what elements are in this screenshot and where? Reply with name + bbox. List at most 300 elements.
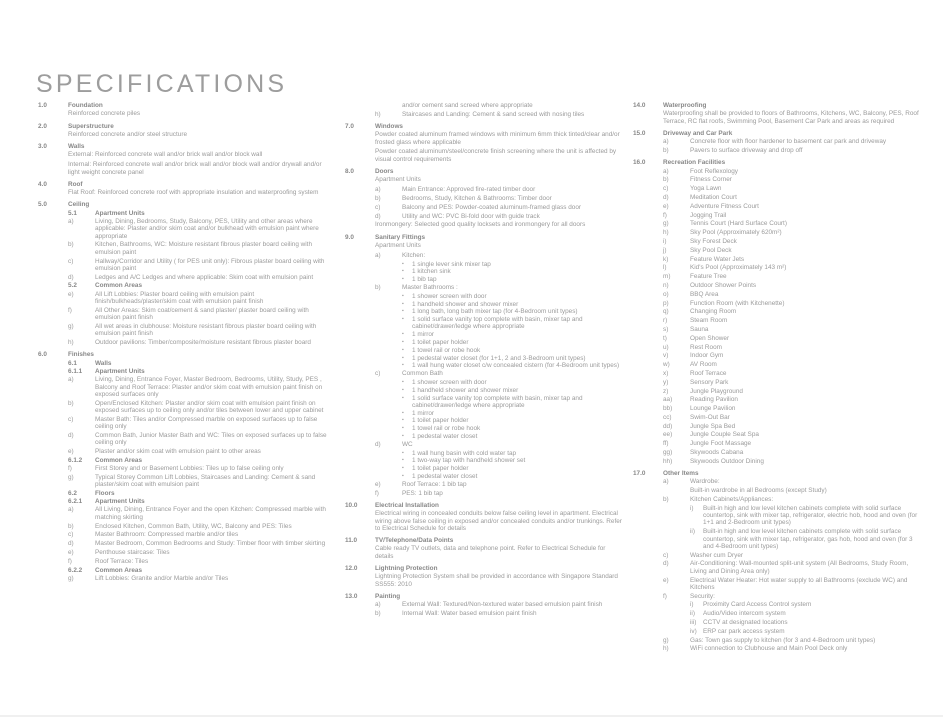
item-marker: i) <box>690 504 694 512</box>
item-text: Common Bath <box>402 370 443 378</box>
lettered-item <box>375 284 625 291</box>
section-number: 15.0 <box>633 129 646 137</box>
item-text: WiFi connection to Clubhouse and Main Pool Deck only <box>690 645 848 653</box>
item-marker: e) <box>68 548 74 556</box>
item-marker: c) <box>68 257 74 265</box>
item-text: Feature Tree <box>690 273 727 281</box>
item-text: Plaster and/or skim coat with emulsion paint to other areas <box>95 447 261 455</box>
item-text: Main Entrance: Approved fire-rated timber door <box>402 186 536 194</box>
item-text: Roof Terrace <box>690 369 727 377</box>
item-text: Adventure Fitness Court <box>690 202 759 210</box>
section-heading <box>38 143 335 150</box>
item-marker: cc) <box>663 413 672 421</box>
item-marker: d) <box>68 540 74 548</box>
lettered-item <box>663 405 920 412</box>
item-text: Outdoor Shower Points <box>690 281 757 289</box>
lettered-item <box>68 558 335 565</box>
lettered-item <box>375 441 625 448</box>
section-title: Foundation <box>68 102 103 109</box>
lettered-item <box>68 575 335 582</box>
section-heading <box>38 181 335 188</box>
item-marker: gg) <box>663 449 673 457</box>
lettered-item <box>375 186 625 193</box>
lettered-item <box>663 229 920 236</box>
item-marker: e) <box>375 480 381 488</box>
lettered-item <box>663 256 920 263</box>
section-heading <box>345 502 625 509</box>
item-text: Hallway/Corridor and Utility ( for PES unit only): Fibrous plaster board ceiling with emulsion paint <box>95 257 325 272</box>
lettered-item <box>68 531 335 538</box>
lettered-item <box>68 448 335 455</box>
item-text: Fitness Corner <box>690 176 732 184</box>
item-text: Security: <box>690 592 715 600</box>
section-heading <box>38 123 335 130</box>
lettered-item <box>663 138 920 145</box>
section-title: Finishes <box>68 351 94 359</box>
lettered-item <box>663 300 920 307</box>
item-text: 1 two-way tap with handheld shower set <box>412 457 526 465</box>
bullet-item <box>402 261 625 268</box>
item-text: 1 solid surface vanity top complete with basin, mixer tap and cabinet/drawer/ledge where appropriate <box>412 394 583 409</box>
item-marker: dd) <box>663 422 673 430</box>
lettered-item <box>68 400 335 415</box>
lettered-item <box>375 490 625 497</box>
item-text: Yoga Lawn <box>690 185 722 193</box>
item-text: Feature Water Jets <box>690 255 745 263</box>
section-paragraph: Flat Roof: Reinforced concrete roof with appropriate insulation and waterproofing system <box>68 189 319 197</box>
bullet-item <box>402 395 625 410</box>
bullet-icon: ▪ <box>402 300 404 307</box>
item-text: Master Bath: Tiles and/or Compressed marble on exposed surfaces up to false ceiling only <box>95 415 318 430</box>
lettered-item <box>663 291 920 298</box>
item-marker: bb) <box>663 405 673 413</box>
column-2 <box>345 102 625 658</box>
item-text: 1 pedestal water closet <box>412 433 478 441</box>
section-body <box>68 360 335 583</box>
section-title: Other Items <box>663 470 699 478</box>
subsection-title: Apartment Units <box>95 498 145 506</box>
spec-section-2.0 <box>38 123 335 139</box>
item-marker: g) <box>663 220 669 228</box>
section-heading <box>345 537 625 544</box>
lettered-item <box>68 241 335 256</box>
lettered-item <box>68 291 335 306</box>
item-text: Built-in high and low level kitchen cabinets complete with solid surface countertop, sink with mixer tap, refrigerator, electric hob, hood and oven (for 1+1 and 2-Bedroom unit types) <box>703 504 918 527</box>
section-number: 7.0 <box>345 123 354 131</box>
lettered-item <box>663 478 920 485</box>
spec-section-10.0 <box>345 502 625 532</box>
item-text: Sky Forest Deck <box>690 237 737 245</box>
item-text: Proximity Card Access Control system <box>703 601 812 609</box>
section-paragraph: Powder coated aluminum framed windows with minimum 6mm thick tinted/clear and/or frosted glass where applicable <box>375 131 620 146</box>
lettered-item <box>68 339 335 346</box>
section-paragraph: Lightning Protection System shall be provided in accordance with Singapore Standard SS555: 2010 <box>375 573 618 588</box>
bullet-item <box>402 457 625 464</box>
bullet-icon: ▪ <box>402 457 404 464</box>
item-marker: h) <box>68 339 74 347</box>
section-heading <box>345 593 625 600</box>
subsection-number: 6.1.2 <box>68 456 83 464</box>
section-title: Ceiling <box>68 201 90 209</box>
item-marker: d) <box>375 440 381 448</box>
bullet-icon: ▪ <box>402 331 404 338</box>
item-marker: a) <box>68 218 74 226</box>
lettered-item <box>68 218 335 240</box>
item-text: Tennis Court (Hard Surface Court) <box>690 220 787 228</box>
item-text: Kitchen, Bathrooms, WC: Moisture resistant fibrous plaster board ceiling with emulsion paint <box>95 241 313 256</box>
section-title: Waterproofing <box>663 102 707 109</box>
lettered-item <box>375 370 625 377</box>
item-marker: f) <box>68 306 72 314</box>
lettered-item <box>663 577 920 592</box>
subsection-number: 6.1 <box>68 359 77 367</box>
item-marker: w) <box>663 361 670 369</box>
lettered-item <box>663 308 920 315</box>
item-marker: ff) <box>663 440 669 448</box>
subsection-title: Walls <box>95 359 112 367</box>
item-marker: e) <box>68 290 74 298</box>
section-body <box>375 573 625 588</box>
section-body <box>375 545 625 560</box>
bullet-item <box>402 355 625 362</box>
lettered-item <box>663 168 920 175</box>
item-text: Skywoods Cabana <box>690 449 744 457</box>
item-marker: ee) <box>663 431 673 439</box>
subsection-heading <box>68 368 335 375</box>
item-marker: d) <box>663 560 669 568</box>
item-text: Lift Lobbies: Granite and/or Marble and/or Tiles <box>95 574 229 582</box>
bullet-icon: ▪ <box>402 465 404 472</box>
section-heading <box>633 470 920 477</box>
bullet-item <box>402 417 625 424</box>
lettered-item <box>690 628 920 635</box>
item-text: Master Bedroom, Common Bedrooms and Study: Timber floor with timber skirting <box>95 540 326 548</box>
lettered-item <box>663 379 920 386</box>
item-marker: x) <box>663 369 669 377</box>
item-text: 1 pedestal water closet (for 1+1, 2 and 3-Bedroom unit types) <box>412 354 586 362</box>
item-marker: hh) <box>663 457 673 465</box>
item-text: Jungle Foot Massage <box>690 440 752 448</box>
item-text: 1 handheld shower and shower mixer <box>412 300 519 308</box>
bullet-item <box>402 331 625 338</box>
section-heading <box>38 102 335 109</box>
lettered-item <box>68 540 335 547</box>
section-body <box>375 176 625 228</box>
item-marker: y) <box>663 378 669 386</box>
section-body <box>68 131 335 138</box>
item-marker: v) <box>663 352 669 360</box>
item-marker: u) <box>663 343 669 351</box>
item-text: Kid's Pool (Approximately 143 m²) <box>690 264 787 272</box>
section-heading <box>345 168 625 175</box>
item-marker: f) <box>68 464 72 472</box>
item-marker: a) <box>375 186 381 194</box>
item-marker: g) <box>68 473 74 481</box>
item-marker: k) <box>663 255 669 263</box>
section-title: Driveway and Car Park <box>663 129 733 137</box>
item-marker: h) <box>663 645 669 653</box>
item-marker: b) <box>375 283 381 291</box>
bullet-icon: ▪ <box>402 316 404 323</box>
item-text: 1 toilet paper holder <box>412 465 469 473</box>
item-marker: b) <box>663 496 669 504</box>
spec-section-15.0 <box>633 130 920 154</box>
item-text: Electrical Water Heater: Hot water supply to all Bathrooms (exclude WC) and Kitchens <box>690 576 908 591</box>
item-marker: c) <box>663 185 669 193</box>
lettered-item <box>663 449 920 456</box>
bullet-icon: ▪ <box>402 292 404 299</box>
item-text: PES: 1 bib tap <box>402 489 443 497</box>
lettered-item <box>663 147 920 154</box>
lettered-item <box>663 637 920 644</box>
item-marker: d) <box>68 431 74 439</box>
item-marker: m) <box>663 273 671 281</box>
bullet-item <box>402 473 625 480</box>
item-text: All wet areas in clubhouse: Moisture resistant fibrous plaster board ceiling with emulsion paint finish <box>95 322 317 338</box>
subsection-title: Floors <box>95 489 115 497</box>
item-marker: b) <box>68 241 74 249</box>
item-text: Sky Pool Deck <box>690 246 732 254</box>
section-body <box>375 131 625 163</box>
bullet-icon: ▪ <box>402 260 404 267</box>
spec-section-11.0 <box>345 537 625 560</box>
item-text: Staircases and Landing: Cement & sand screed with nosing tiles <box>402 110 585 118</box>
spec-section-17.0 <box>633 470 920 653</box>
item-marker: l) <box>663 264 667 272</box>
item-marker: c) <box>375 203 381 211</box>
item-text: Lounge Pavilion <box>690 405 736 413</box>
lettered-item <box>68 523 335 530</box>
item-marker: e) <box>663 202 669 210</box>
subsection-title: Common Areas <box>95 566 142 574</box>
item-marker: d) <box>663 193 669 201</box>
subsection-number: 6.2.2 <box>68 566 83 574</box>
item-text: Reading Pavilion <box>690 396 738 404</box>
subsection-number: 6.1.1 <box>68 367 83 375</box>
lettered-item <box>663 238 920 245</box>
lettered-item <box>663 431 920 438</box>
item-text: Sensory Park <box>690 378 729 386</box>
lettered-item <box>68 323 335 338</box>
item-marker: h) <box>375 110 381 118</box>
item-marker: c) <box>68 415 74 423</box>
lettered-item <box>375 252 625 259</box>
item-marker: ii) <box>690 528 695 536</box>
item-text: Washer cum Dryer <box>690 551 744 559</box>
lettered-item <box>663 194 920 201</box>
bullet-icon: ▪ <box>402 362 404 369</box>
section-title: Recreation Facilities <box>663 159 726 167</box>
bullet-item <box>402 433 625 440</box>
section-heading <box>633 159 920 166</box>
section-paragraph: Internal: Reinforced concrete wall and/or brick wall and/or block wall and/or drywall and/or light weight concrete panel <box>68 161 322 176</box>
lettered-item <box>663 203 920 210</box>
bullet-icon: ▪ <box>402 346 404 353</box>
item-text: Roof Terrace: Tiles <box>95 557 149 565</box>
item-marker: g) <box>663 636 669 644</box>
section-title: Electrical Installation <box>375 501 439 509</box>
spec-section-4.0 <box>38 181 335 197</box>
lettered-item <box>68 258 335 273</box>
item-marker: b) <box>68 522 74 530</box>
lettered-item <box>663 423 920 430</box>
item-text: Open Shower <box>690 334 730 342</box>
subsection-title: Apartment Units <box>95 209 145 217</box>
bullet-item <box>402 293 625 300</box>
section-number: 12.0 <box>345 565 358 573</box>
item-text: Internal Wall: Water based emulsion paint finish <box>402 610 537 618</box>
subsection-heading <box>68 210 335 217</box>
item-text: Master Bathrooms : <box>402 283 458 291</box>
subsection-number: 5.1 <box>68 209 77 217</box>
section-number: 3.0 <box>38 143 47 151</box>
item-text: Kitchen: <box>402 251 426 259</box>
bullet-icon: ▪ <box>402 268 404 275</box>
bullet-item <box>402 410 625 417</box>
section-title: TV/Telephone/Data Points <box>375 537 454 545</box>
section-heading <box>38 351 335 358</box>
item-text: All Lift Lobbies: Plaster board ceiling with emulsion paint finish/bulkheads/plaster/skim coat with emulsion paint finish <box>95 290 264 306</box>
section-heading <box>38 201 335 208</box>
item-text: All Living, Dining, Entrance Foyer and the open Kitchen: Compressed marble with matching skirting <box>95 506 326 521</box>
lettered-item <box>375 601 625 608</box>
item-text: 1 toilet paper holder <box>412 339 469 347</box>
section-heading <box>633 102 920 109</box>
item-marker: p) <box>663 299 669 307</box>
lettered-item <box>690 619 920 626</box>
subsection-heading <box>68 457 335 464</box>
lettered-item <box>663 264 920 271</box>
bullet-icon: ▪ <box>402 276 404 283</box>
item-text: Rest Room <box>690 343 722 351</box>
lettered-item <box>663 560 920 575</box>
item-marker: f) <box>68 557 72 565</box>
lettered-item <box>663 247 920 254</box>
item-text: Built-in high and low level kitchen cabinets complete with solid surface countertop, sink with mixer tap, refrigerator, gas hob, hood and oven (for 3 and 4-Bedroom unit types) <box>703 528 913 550</box>
item-text: Jogging Trail <box>690 211 727 219</box>
lettered-item <box>68 432 335 447</box>
item-marker: c) <box>663 551 669 559</box>
item-marker: t) <box>663 334 667 342</box>
lettered-item <box>663 440 920 447</box>
subsection-title: Common Areas <box>95 282 142 290</box>
item-text: Bedrooms, Study, Kitchen & Bathrooms: Timber door <box>402 194 552 202</box>
spec-section-9.0 <box>345 234 625 497</box>
subsection-number: 5.2 <box>68 282 77 290</box>
lettered-item <box>663 185 920 192</box>
lettered-item <box>375 204 625 211</box>
lettered-item <box>663 593 920 600</box>
item-marker: i) <box>690 601 694 609</box>
item-text: Steam Room <box>690 317 728 325</box>
lettered-item <box>68 307 335 322</box>
bullet-item <box>402 387 625 394</box>
item-marker: n) <box>663 281 669 289</box>
section-title: Sanitary Fittings <box>375 233 426 241</box>
section-body <box>375 510 625 532</box>
item-text: All Other Areas: Skim coat/cement & sand plaster/ plaster board ceiling with emulsion paint finish <box>95 306 309 322</box>
section-paragraph: Reinforced concrete and/or steel structure <box>68 130 187 138</box>
item-marker: b) <box>663 176 669 184</box>
item-text: Sky Pool (Approximately 620m²) <box>690 229 782 237</box>
item-marker: h) <box>663 229 669 237</box>
section-body <box>663 110 920 125</box>
item-marker: b) <box>375 610 381 618</box>
lettered-item <box>663 344 920 351</box>
item-text: 1 solid surface vanity top complete with basin, mixer tap and cabinet/drawer/ledge where appropriate <box>412 316 583 331</box>
lettered-item <box>663 361 920 368</box>
bullet-icon: ▪ <box>402 386 404 393</box>
item-marker: a) <box>663 478 669 486</box>
lettered-item <box>690 505 920 527</box>
item-marker: a) <box>663 138 669 146</box>
item-text: AV Room <box>690 361 717 369</box>
item-text: Wardrobe: <box>690 478 720 486</box>
section-paragraph: Ironmongery: Selected good quality locksets and ironmongery for all doors <box>375 221 586 229</box>
subsection-number: 6.2 <box>68 489 77 497</box>
item-marker: z) <box>663 387 669 395</box>
lettered-item <box>663 220 920 227</box>
bullet-icon: ▪ <box>402 417 404 424</box>
bullet-icon: ▪ <box>402 425 404 432</box>
section-title: Walls <box>68 143 85 151</box>
item-text: BBQ Area <box>690 290 719 298</box>
item-text: Open/Enclosed Kitchen: Plaster and/or skim coat with emulsion paint finish on exposed surfaces up to ceiling only and/or tiles between lower and upper cabinet <box>95 399 324 414</box>
lettered-item <box>690 610 920 617</box>
item-text: 1 wall hung water closet c/w concealed cistern (for 4-Bedroom unit types) <box>412 362 620 370</box>
item-text: Roof Terrace: 1 bib tap <box>402 480 467 488</box>
item-text: CCTV at designated locations <box>703 619 788 627</box>
item-marker: aa) <box>663 396 673 404</box>
item-marker: a) <box>663 167 669 175</box>
section-number: 4.0 <box>38 180 47 188</box>
bullet-item <box>402 339 625 346</box>
section-heading <box>345 565 625 572</box>
section-title: Roof <box>68 180 83 188</box>
bullet-item <box>402 362 625 369</box>
lettered-item <box>68 549 335 556</box>
section-number: 9.0 <box>345 233 354 241</box>
item-text: Pavers to surface driveway and drop off <box>690 146 803 154</box>
item-text: 1 handheld shower and shower mixer <box>412 386 519 394</box>
section-paragraph: Apartment Units <box>375 176 421 184</box>
item-text: Jungle Spa Bed <box>690 422 736 430</box>
bullet-icon: ▪ <box>402 354 404 361</box>
item-text: 1 wall hung basin with cold water tap <box>412 449 517 457</box>
item-marker: e) <box>68 447 74 455</box>
item-marker: b) <box>68 399 74 407</box>
item-text: Sauna <box>690 325 709 333</box>
section-paragraph: Electrical wiring in concealed conduits below false ceiling level in apartment. Electrical wiring above false ceiling in exposed and/or concealed conduits and/or trunkings. Refer to Electrical Schedule for details <box>375 510 622 532</box>
item-marker: g) <box>68 574 74 582</box>
item-text: Enclosed Kitchen, Common Bath, Utility, WC, Balcony and PES: Tiles <box>95 522 292 530</box>
lettered-item <box>663 396 920 403</box>
bullet-item <box>402 425 625 432</box>
section-number: 5.0 <box>38 201 47 209</box>
section-number: 6.0 <box>38 351 47 359</box>
item-marker: e) <box>663 576 669 584</box>
item-marker: a) <box>68 376 74 384</box>
section-body <box>663 478 920 652</box>
spec-section-1.0 <box>38 102 335 118</box>
item-text: Balcony and PES: Powder-coated aluminum-framed glass door <box>402 203 582 211</box>
spec-section-8.0 <box>345 168 625 229</box>
section-paragraph: Powder coated aluminum/steel/concrete finish screening where the unit is affected by visual control requirements <box>375 148 617 163</box>
spec-section-5.0 <box>38 201 335 346</box>
spec-columns <box>38 102 920 658</box>
item-text: ERP car park access system <box>703 627 785 635</box>
lettered-item <box>375 195 625 202</box>
